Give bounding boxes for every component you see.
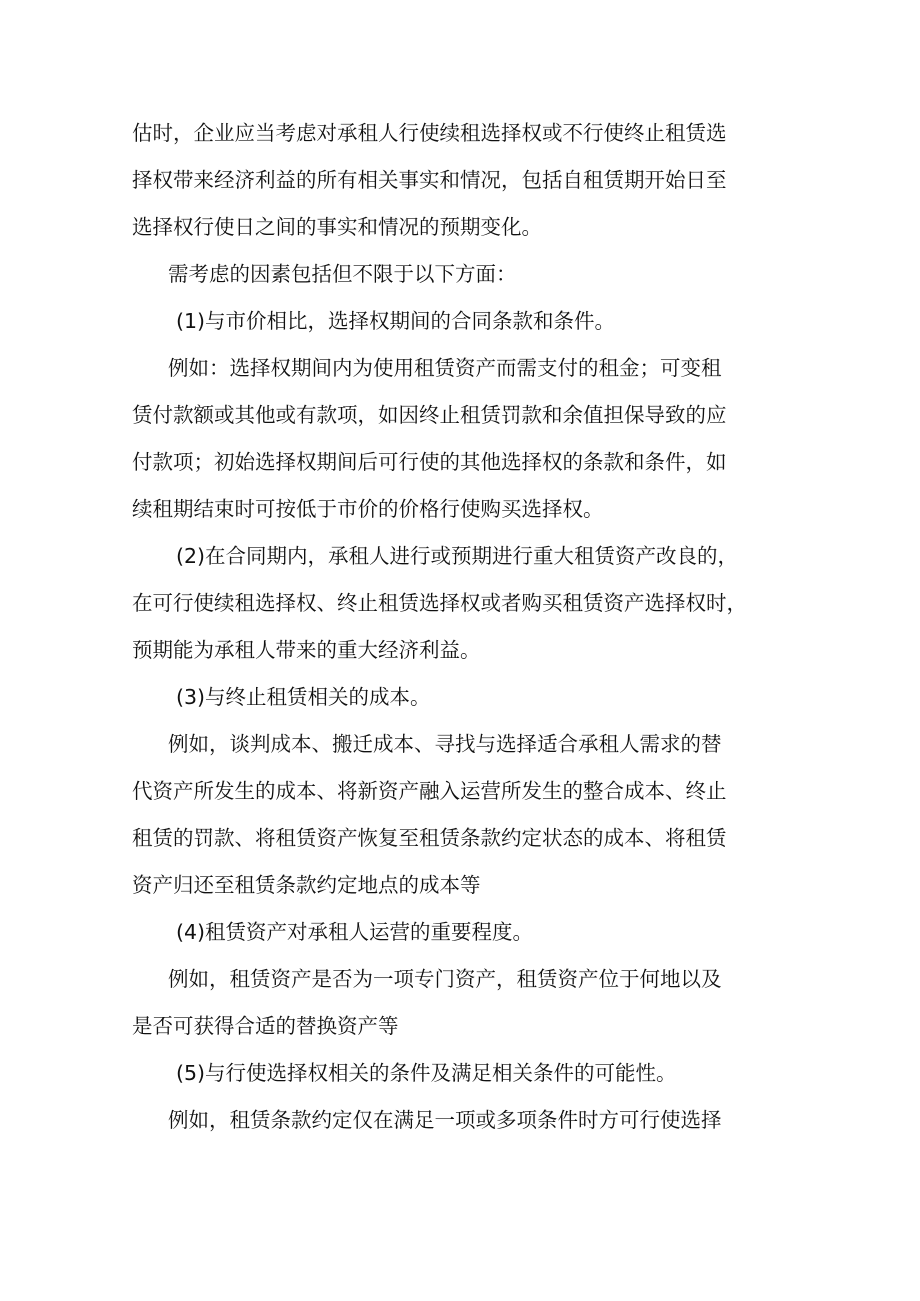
factor-1-example-line-2: 赁付款额或其他或有款项，如因终止租赁罚款和余值担保导致的应 — [132, 403, 727, 427]
factor-4-heading: (4)租赁资产对承租人运营的重要程度。 — [176, 920, 534, 944]
document-body — [132, 110, 798, 1144]
paragraph-intro-factors: 需考虑的因素包括但不限于以下方面： — [168, 262, 517, 286]
factor-3-example-line-4: 资产归还至租赁条款约定地点的成本等 — [132, 873, 481, 897]
factor-3-heading: (3)与终止租赁相关的成本。 — [176, 685, 431, 709]
factor-4-example-line-1: 例如，租赁资产是否为一项专门资产，租赁资产位于何地以及 — [168, 967, 722, 991]
factor-3-example-line-3: 租赁的罚款、将租赁资产恢复至租赁条款约定状态的成本、将租赁 — [132, 826, 727, 850]
text-line-1: 估时，企业应当考虑对承租人行使续租选择权或不行使终止租赁选 — [132, 121, 727, 145]
factor-1-example-line-3: 付款项；初始选择权期间后可行使的其他选择权的条款和条件，如 — [132, 450, 727, 474]
text-line-3: 选择权行使日之间的事实和情况的预期变化。 — [132, 215, 542, 239]
factor-2-line-2: 在可行使续租选择权、终止租赁选择权或者购买租赁资产选择权时， — [132, 591, 747, 615]
factor-5-heading: (5)与行使选择权相关的条件及满足相关条件的可能性。 — [176, 1061, 677, 1085]
factor-3-example-line-1: 例如，谈判成本、搬迁成本、寻找与选择适合承租人需求的替 — [168, 732, 722, 756]
factor-1-example-line-1: 例如：选择权期间内为使用租赁资产而需支付的租金；可变租 — [168, 356, 722, 380]
factor-4-example-line-2: 是否可获得合适的替换资产等 — [132, 1014, 399, 1038]
factor-1-heading: (1)与市价相比，选择权期间的合同条款和条件。 — [176, 309, 616, 333]
factor-5-example-line-1: 例如，租赁条款约定仅在满足一项或多项条件时方可行使选择 — [168, 1108, 722, 1132]
text-line-2: 择权带来经济利益的所有相关事实和情况，包括自租赁期开始日至 — [132, 168, 727, 192]
factor-2-line-3: 预期能为承租人带来的重大经济利益。 — [132, 638, 481, 662]
factor-2-heading: (2)在合同期内，承租人进行或预期进行重大租赁资产改良的， — [176, 544, 739, 568]
factor-3-example-line-2: 代资产所发生的成本、将新资产融入运营所发生的整合成本、终止 — [132, 779, 727, 803]
factor-1-example-line-4: 续租期结束时可按低于市价的价格行使购买选择权。 — [132, 497, 604, 521]
